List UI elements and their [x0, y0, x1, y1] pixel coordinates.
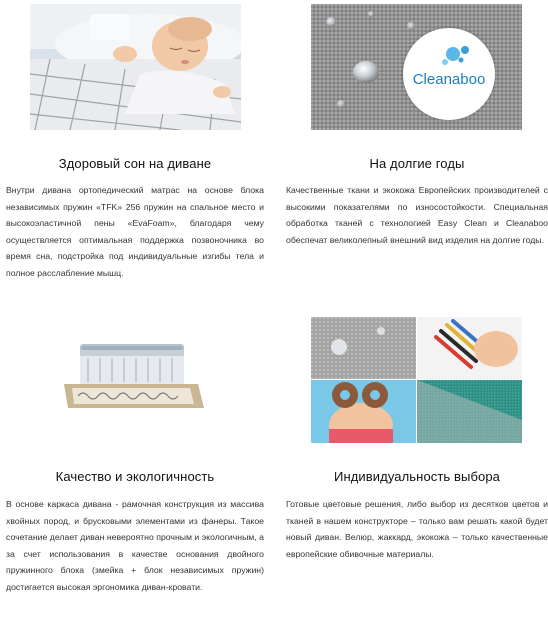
feature-title-long-lasting: На долгие годы — [369, 156, 465, 171]
cleanaboo-logo — [403, 28, 495, 120]
cleanaboo-logo-text: Cleanaboo — [412, 71, 486, 88]
feature-title-healthy-sleep: Здоровый сон на диване — [58, 156, 212, 171]
feature-text-healthy-sleep: Внутри дивана ортопедический матрас на основе блока независимых пружин «TFK» 256 пружин на спальное место и высокоэластичной пены «EvaFoam», благодаря чему осуществляется оптимальная поддержка позвоночника во время сна, подстройка под индивидуальные изгибы тела и полное расслабление мышц. — [6, 185, 264, 278]
baby-sleeping-image — [30, 4, 241, 130]
feature-text-individual-choice: Готовые цветовые решения, либо выбор из десятков цветов и тканей в нашем конструкторе – только вам решать какой будет новый диван. Велюр, жаккард, экокожа – только качественные европейские обивочные материалы. — [286, 499, 548, 559]
feature-title-individual-choice: Индивидуальность выбора — [334, 469, 500, 484]
feature-text-quality-ecology: В основе каркаса дивана - рамочная конструкция из массива хвойных пород, и брусковыми элементами из фанеры. Такое сочетание делает диван невероятно прочным и экологичным, а за счет использования в качестве основания двойного пружинного блока (змейка + блок независимых пружин) достигается высокая эргономика диван-кровати. — [6, 499, 264, 592]
fabric-water-drop-image — [311, 4, 522, 130]
mattress-construction-image — [58, 336, 208, 416]
feature-title-quality-ecology: Качество и экологичность — [55, 469, 215, 484]
feature-text-long-lasting: Качественные ткани и экокожа Европейских производителей с высокими показателями по износостойкости. Специальная обработка тканей с технологией Easy Clean и Cleanaboo обеспечат великолепный внешний вид изделия на долгие годы. — [286, 185, 548, 245]
fabric-choice-collage-image — [311, 317, 522, 443]
